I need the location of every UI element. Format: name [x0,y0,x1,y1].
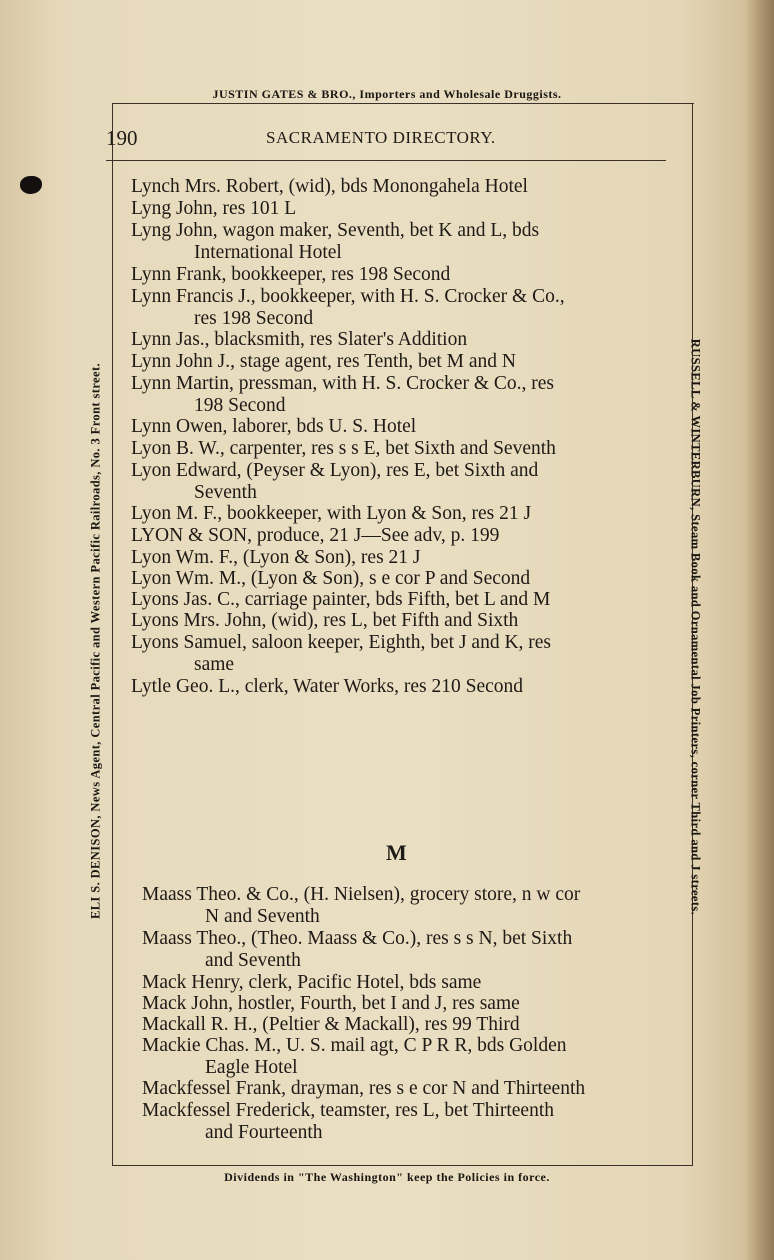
frame-top-rule [112,103,694,104]
directory-entry: Lyon Wm. F., (Lyon & Son), res 21 J [131,547,421,568]
directory-entry: Lyons Jas. C., carriage painter, bds Fifth, bet L and M [131,589,551,610]
directory-entry: Lynn Martin, pressman, with H. S. Crocker & Co., res 198 Second [131,373,554,416]
frame-header-rule [106,160,666,161]
directory-entry: Lynn Owen, laborer, bds U. S. Hotel [131,416,417,437]
directory-entry: Mackfessel Frederick, teamster, res L, bet Thirteenth and Fourteenth [142,1100,554,1143]
directory-entry: Lyon M. F., bookkeeper, with Lyon & Son, res 21 J [131,503,532,524]
directory-entry: Lyon Edward, (Peyser & Lyon), res E, bet Sixth and Seventh [131,460,539,503]
section-letter: M [386,840,407,865]
directory-entry: Lynn John J., stage agent, res Tenth, bet M and N [131,351,516,372]
page-header [106,126,668,154]
left-side-advertisement: ELI S. DENISON, News Agent, Central Pacific and Western Pacific Railroads, No. 3 Front street. [88,362,103,920]
page-number: 190 [106,126,138,150]
page-edge-shadow [744,0,774,1260]
directory-entry: Mack John, hostler, Fourth, bet I and J, res same [142,993,520,1014]
directory-entry: Lyng John, res 101 L [131,198,297,219]
directory-entry: Lyons Mrs. John, (wid), res L, bet Fifth and Sixth [131,610,519,631]
directory-entry: Maass Theo. & Co., (H. Nielsen), grocery store, n w cor N and Seventh [142,884,581,927]
directory-entry: Lyons Samuel, saloon keeper, Eighth, bet J and K, res same [131,632,552,675]
directory-entry: Mackall R. H., (Peltier & Mackall), res 99 Third [142,1014,520,1035]
bottom-advertisement: Dividends in "The Washington" keep the Policies in force. [224,1170,550,1184]
directory-entry: Mack Henry, clerk, Pacific Hotel, bds same [142,972,482,993]
directory-entry: Lynn Jas., blacksmith, res Slater's Addition [131,329,468,350]
directory-entry: Lyng John, wagon maker, Seventh, bet K and L, bds International Hotel [131,220,540,263]
directory-entry: Lytle Geo. L., clerk, Water Works, res 210 Second [131,676,523,697]
directory-entry: Lynch Mrs. Robert, (wid), bds Monongahela Hotel [131,176,528,197]
directory-entry: Mackie Chas. M., U. S. mail agt, C P R R, bds Golden Eagle Hotel [142,1035,567,1078]
ink-blot [20,176,42,194]
directory-entry: Lyon B. W., carpenter, res s s E, bet Sixth and Seventh [131,438,556,459]
directory-entry: Lynn Francis J., bookkeeper, with H. S. Crocker & Co., res 198 Second [131,286,565,329]
right-side-advertisement: RUSSELL & WINTERBURN, Steam Book and Ornamental Job Printers, corner Third and J streets. [688,338,703,916]
directory-entry: Maass Theo., (Theo. Maass & Co.), res s s N, bet Sixth and Seventh [142,928,573,971]
directory-entry: Lynn Frank, bookkeeper, res 198 Second [131,264,451,285]
running-head: SACRAMENTO DIRECTORY. [266,128,496,147]
directory-entry: LYON & SON, produce, 21 J—See adv, p. 199 [131,525,500,546]
frame-bottom-rule [112,1165,693,1166]
directory-entry: Mackfessel Frank, drayman, res s e cor N and Thirteenth [142,1078,586,1099]
frame-left-rule [112,103,113,1166]
directory-entry: Lyon Wm. M., (Lyon & Son), s e cor P and Second [131,568,531,589]
top-advertisement: JUSTIN GATES & BRO., Importers and Wholesale Druggists. [212,87,562,101]
